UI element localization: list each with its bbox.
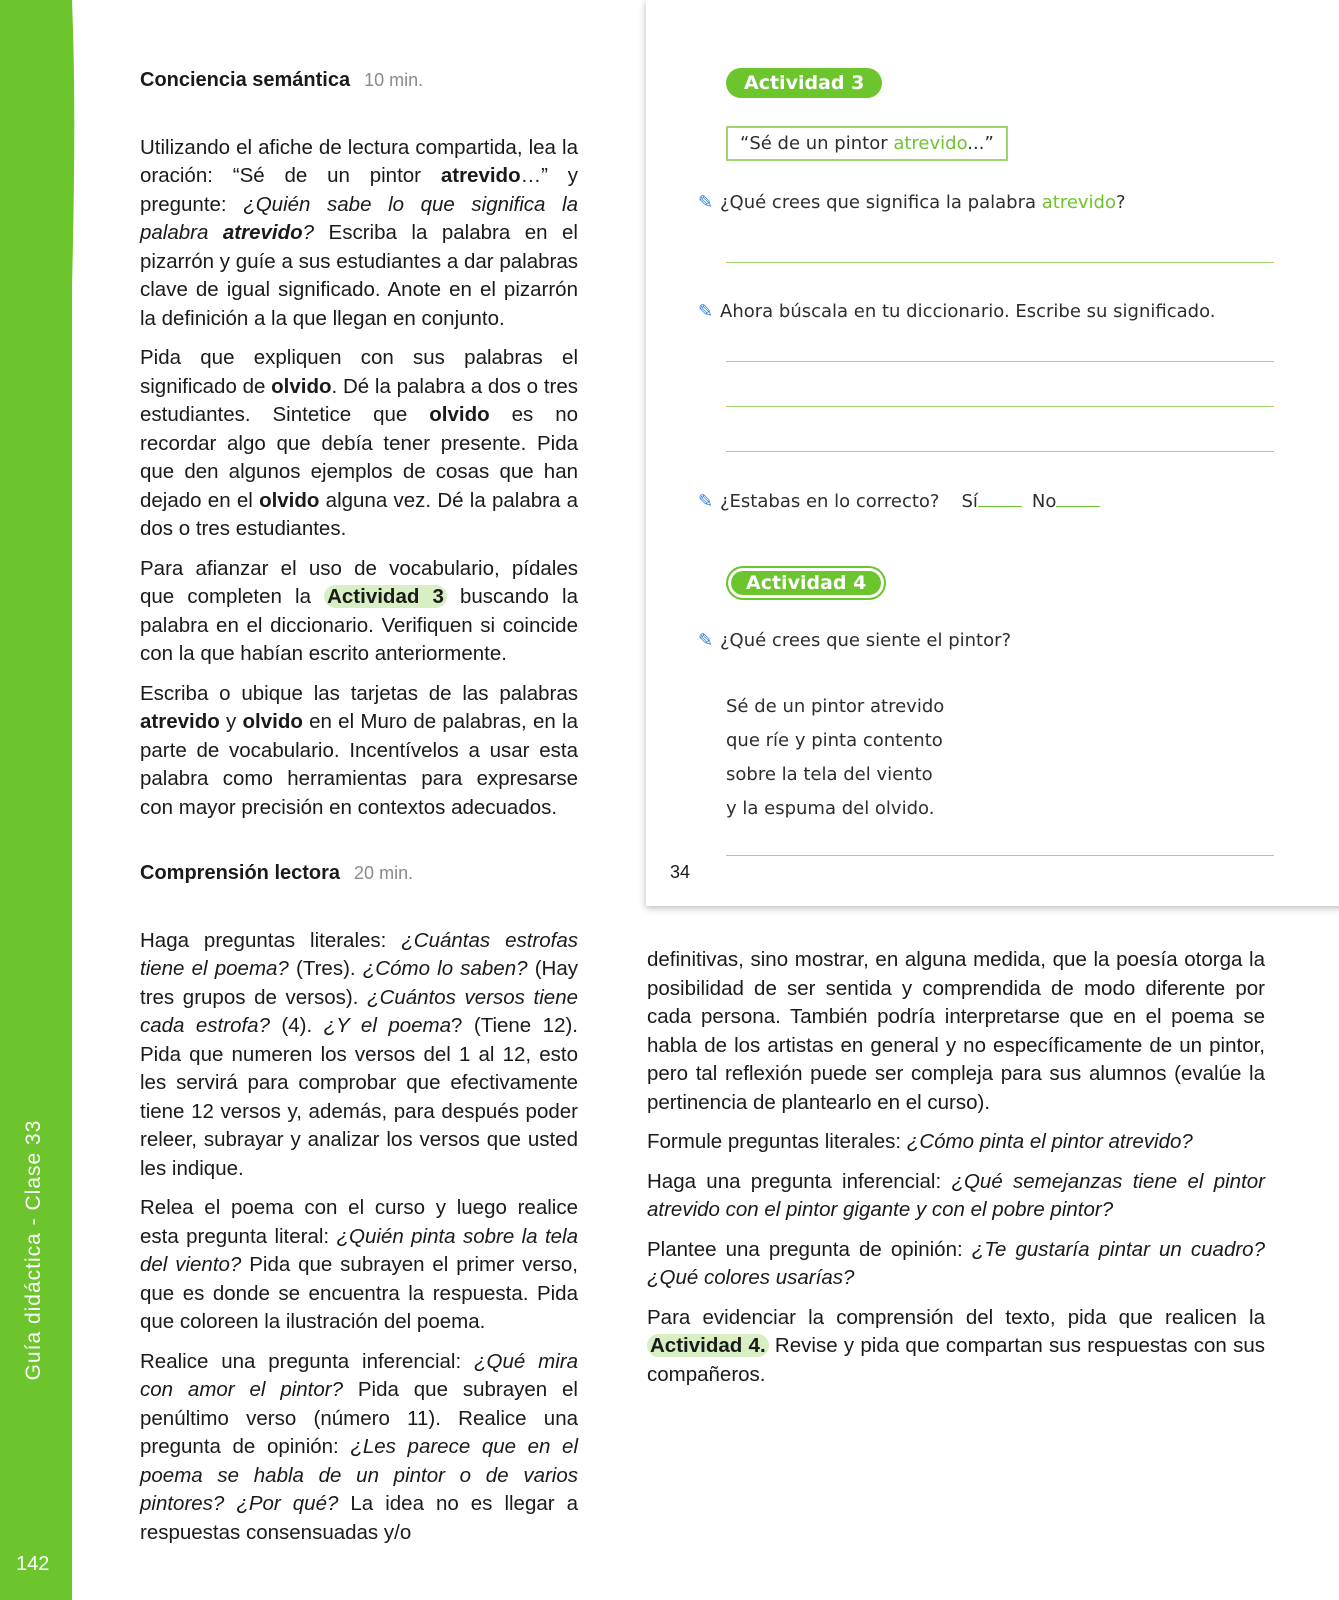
answer-line — [726, 361, 1274, 362]
question-4: ✎ ¿Qué crees que siente el pintor? — [698, 630, 1012, 651]
pencil-icon: ✎ — [698, 630, 714, 651]
paragraph-4: Escriba o ubique las tarjetas de las palabras atrevido y olvido en el Muro de palabras, en la parte de vocabulario. Incentívelos a usar esta palabra como herramientas para expresarse con mayor precisión en contextos adecuados. — [140, 681, 578, 819]
question-2: ✎ Ahora búscala en tu diccionario. Escribe su significado. — [698, 301, 1216, 322]
answer-line — [726, 451, 1274, 452]
activity-4-highlight: Actividad 4. — [647, 1334, 769, 1357]
section-title-text: Conciencia semántica — [140, 69, 351, 91]
section-time: 10 min. — [364, 70, 424, 90]
pencil-icon: ✎ — [698, 301, 714, 322]
paragraph-5: Haga preguntas literales: ¿Cuántas estrofas tiene el poema? (Tres). ¿Cómo lo saben? (Hay tres grupos de versos). ¿Cuántos versos tiene cada estrofa? (4). ¿Y el poema? (Tiene 12). Pida que numeren los versos del 1 al 12, esto les servirá para comprobar que efectivamente tiene 12 versos y, además, para después poder releer, subrayar y analizar los versos que usted les indique. — [140, 928, 579, 1180]
paragraph-1: Utilizando el afiche de lectura compartida, lea la oración: “Sé de un pintor atrevido…” y pregunte: ¿Quién sabe lo que significa la palabra atrevido? Escriba la palabra en el pizarrón y guíe a sus estudiantes a dar palabras clave de igual significado. Anote en el pizarrón la definición a la que llegan en conjunto. — [140, 135, 578, 330]
card-content — [698, 0, 1286, 906]
activity-3-highlight: Actividad 3 — [324, 585, 447, 608]
poem-line: y la espuma del olvido. — [726, 798, 935, 819]
pencil-icon: ✎ — [698, 192, 714, 213]
student-book-card — [646, 0, 1339, 906]
right-column — [647, 946, 1265, 1400]
paragraph-2: Pida que expliquen con sus palabras el significado de olvido. Dé la palabra a dos o tres estudiantes. Sintetice que olvido es no recordar algo que debía tener presente. Pida que den algunos ejemplos de cosas que han dejado en el olvido alguna vez. Dé la palabra a dos o tres estudiantes. — [140, 346, 579, 540]
paragraph-opinion: Plantee una pregunta de opinión: ¿Te gustaría pintar un cuadro? ¿Qué colores usarías? — [647, 1237, 1265, 1289]
sidebar-label: Guía didáctica - Clase 33 — [22, 1119, 45, 1381]
paragraph-6: Relea el poema con el curso y luego realice esta pregunta literal: ¿Quién pinta sobre la tela del viento? Pida que subrayen el primer verso, que es donde se encuentra la respuesta. Pida que coloreen la ilustración del poema. — [140, 1196, 579, 1333]
quote-box: “Sé de un pintor atrevido...” — [726, 126, 1008, 161]
activity-4-label: Actividad 4 — [726, 566, 886, 600]
answer-line — [726, 406, 1274, 407]
answer-line — [726, 855, 1274, 856]
poem-line: sobre la tela del viento — [726, 764, 933, 785]
page-number: 142 — [16, 1553, 50, 1575]
pencil-icon: ✎ — [698, 491, 714, 512]
section-title-semantica — [140, 66, 578, 95]
poem-line: Sé de un pintor atrevido — [726, 696, 945, 717]
paragraph-7: Realice una pregunta inferencial: ¿Qué mira con amor el pintor? Pida que subrayen el penúltimo verso (número 11). Realice una pregunta de opinión: ¿Les parece que en el poema se habla de un pintor o de varios pintores? ¿Por qué? La idea no es llegar a respuestas consensuadas y/o — [140, 1349, 579, 1544]
activity-3-label: Actividad 3 — [726, 68, 882, 98]
question-1: ✎ ¿Qué crees que significa la palabra atrevido? — [698, 192, 1126, 213]
paragraph-activity-4: Para evidenciar la comprensión del texto, pida que realicen la Actividad 4. Revise y pida que compartan sus respuestas con sus compañeros. — [647, 1305, 1266, 1386]
poem-line: que ríe y pinta contento — [726, 730, 943, 751]
section-title-text: Comprensión lectora — [140, 862, 341, 884]
card-page-number: 34 — [670, 862, 691, 882]
paragraph-3: Para afianzar el uso de vocabulario, pídales que completen la Actividad 3 buscando la palabra en el diccionario. Verifiquen si coincide con la que habían escrito anteriormente. — [140, 556, 578, 665]
left-column — [140, 66, 578, 1558]
section-time: 20 min. — [354, 863, 414, 883]
paragraph-inferential: Haga una pregunta inferencial: ¿Qué semejanzas tiene el pintor atrevido con el pintor gigante y con el pobre pintor? — [647, 1169, 1265, 1221]
poem — [726, 690, 944, 826]
question-3: ✎ ¿Estabas en lo correcto? Sí No — [698, 491, 1110, 512]
answer-line — [726, 262, 1274, 263]
sidebar-wave-edge — [60, 0, 82, 1600]
paragraph-continuation: definitivas, sino mostrar, en alguna medida, que la poesía otorga la posibilidad de ser sentida y comprendida de modo diferente por cada persona. También podría interpretarse que en el poema se habla de los artistas en general y no específicamente de un pintor, pero tal reflexión puede ser compleja para sus alumnos (evalúe la pertinencia de plantearlo en el curso). — [647, 948, 1265, 1114]
paragraph-literal: Formule preguntas literales: ¿Cómo pinta el pintor atrevido? — [647, 1130, 1193, 1153]
section-title-comprension — [140, 859, 578, 888]
